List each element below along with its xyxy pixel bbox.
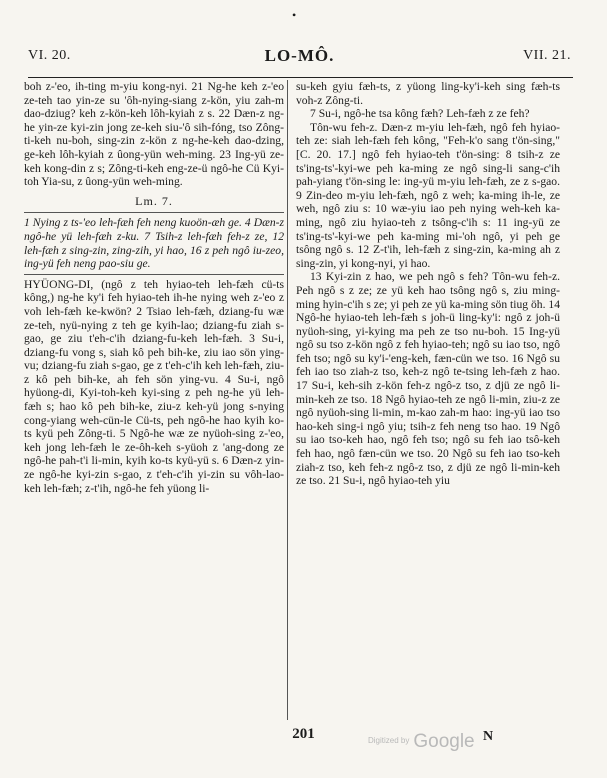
signature-mark: N xyxy=(483,729,494,744)
header-rule xyxy=(28,77,573,78)
header-right-reference: VII. 21. xyxy=(523,48,571,63)
left-column xyxy=(24,80,284,724)
right-body-paragraph: 13 Kyi-zin z hao, we peh ngô s feh? Tôn-wu feh-z. Peh ngô s z ze; ze yü keh hao tsông ngô s, ziu ming-ming hyin-c'ih s ze; yi peh ze yü ka-ming sön tiug öh. 14 Ngô-he hyiao-teh leh-fæh s joh-ü ling-ky'i: ngô z joh-ü nyüoh-sing, yi-kying ma peh ze tso nu-boh. 15 Ing-yü ngô su tso z-kön ngô z feh hyiao-teh; ngô su iao tso, ngô feh tso; ngô su ky'i-'eng-keh, fæn-cün we tso. 16 Ngô su feh iao tso ziah-z tso, keh-z ngô te-tsing leh-fæh z hao. 17 Su-i, keh-sih z-kön feh-z ngô-z tso, z djü ze ngô li-min-keh ze tso. 18 Ngô hyiao-teh ze ngô li-min, ziu-z ze ngô nyüoh-sing li-min, m-kao zah-m hao: ing-yü iao tso hao-keh sing-i ngô yiu; tsih-z feh neng tso hao. 19 Ngô su iao tso-keh hao, ngô feh tso; ngô su feh iao tsô-keh feh hao, ngô fæn-cün we tso. 20 Ngô su feh iao tso-keh ziah-z tso, keh feh-z ngô-z tso, z djü ze ngô li-min-keh ze tso. 21 Su-i, ngô hyiao-teh yiu xyxy=(296,270,560,488)
lesson-separator xyxy=(24,274,284,275)
left-column-paragraph: boh z-'eo, ih-ting m-yiu kong-nyi. 21 Ng-he keh z-'eo ze-teh tao yin-ze su 'ôh-nying-siang z-kön, yiu zah-m dao-dziug? keh z-kön-keh lôh-kyiah z s. 22 Dæn-z ng-he yin-ze kyi-zin jong ze-keh siu-'ô sih-fóng, tso Zông-ti-keh nu-boh, sing-zin z-kön z ng-he-keh dao-dzing, ge-keh lôh-kyiah z ûong-yün weh-ming. 23 Ing-yü ze-keh kong-din z s; Zông-ti-keh eng-ze-ü ngô-he Cü Kyi-toh Yia-su, z ûong-yün weh-ming. xyxy=(24,80,284,189)
lesson-separator xyxy=(24,212,284,213)
lesson-summary: 1 Nying z ts-'eo leh-fæh feh neng kuoön-æh ge. 4 Dæn-z ngô-he yü leh-fæh z-ku. 7 Tsih-z leh-fæh feh-z ze, 12 leh-fæh z sing-zin, zing-zih, yi hao, 16 z peh ngô iu-zeo, ing-yü feh neng pao-siu ge. xyxy=(24,216,284,271)
right-body-paragraph: 7 Su-i, ngô-he tsa kông fæh? Leh-fæh z ze feh? xyxy=(310,107,530,121)
lesson-heading: Lm. 7. xyxy=(135,193,173,208)
watermark-small-text: Digitized by xyxy=(368,736,410,745)
right-body-paragraph: Tôn-wu feh-z. Dæn-z m-yiu leh-fæh, ngô feh hyiao-teh ze: siah leh-fæh feh kông, "Feh-k'o sang t'ön-sing," [C. 20. 17.] ngô feh hyiao-teh t'ön-sing: 8 tsih-z ze ts'ing-ts'-kyi-we peh ka-ming ze ngô sing-li sang-c'ih pah-yiang t'ön-sing le: ing-yü m-yiu leh-fæh, ze z s-gao. 9 Zin-deo m-yiu leh-fæh, ngô z weh; ka-ming ih-le, ze weh, ngô ziu s: 10 wæ-yiu iao peh nying weh-keh ka-ming, ngô ziu hyiao-teh z tsông-c'ih s: 11 ing-yü ze ts'ing-ts'-kyi-we peh ka-ming mi-'oh ngô, yi peh ge tsông ngô s. 12 Z-t'ih, leh-fæh z sing-zin, ka-ming ah z sing-zin, yi kong-nyi, yi hao. xyxy=(296,120,560,270)
digitized-watermark xyxy=(368,731,475,753)
column-divider xyxy=(287,80,288,720)
top-dot: • xyxy=(292,8,297,22)
running-header xyxy=(28,48,571,66)
right-body-paragraph: su-keh gyiu fæh-ts, z yüong ling-ky'i-keh sing fæh-ts voh-z Zông-ti. xyxy=(296,80,560,107)
left-body-paragraph: HYÜONG-DI, (ngô z teh hyiao-teh leh-fæh cü-ts kông,) ng-he ky'i feh hyiao-teh ih-he nying weh z-'eo z voh leh-fæh ke-kwön? 2 Tsiao leh-fæh, dziang-fu wæ ze-teh, nyü-nying z teh ge kyih-lao; dziang-fu ziah s-gao, ge ziu t'eh-c'ih dziang-fu-keh leh-fæh. 3 Su-i, dziang-fu vong s, siah kô peh bih-ke, ziu iao sön ying-vu; dziang-fu ziah s-gao, ge z t'eh-c'ih keh leh-fæh, ziu-z kô peh bih-ke, ah feh sön ying-vu. 4 Su-i, ngô hyüong-di, Kyi-toh-keh kyi-sing z peh ng-he yü leh-fæh s; hao kô peh bih-ke, ziu-z keh-yü jong s-nying cong-yiang weh-cün-le Cü-ts, peh ngô-he hao kyih ko-ts kyü peh Zông-ti. 5 Ngô-he wæ ze nyüoh-sing z-'eo, keh jong leh-fæh le ze-ôh-keh s-yüoh z 'ang-dong ze ngô-he pah-t'i li-min, kyih ko-ts kyü-yü s. 6 Dæn-z yin-ze ngô-he kyi-zin s-gao, z t'eh-c'ih yi-zin su vôh-lao-keh leh-fæh; z-t'ih, ngô-he feh yüong li- xyxy=(24,277,284,495)
page-number: 201 xyxy=(292,726,315,742)
right-column xyxy=(296,80,560,724)
header-left-reference: VI. 20. xyxy=(28,48,71,63)
header-title: LO-MÔ. xyxy=(264,46,335,65)
watermark-logo-text: Google xyxy=(413,731,475,752)
